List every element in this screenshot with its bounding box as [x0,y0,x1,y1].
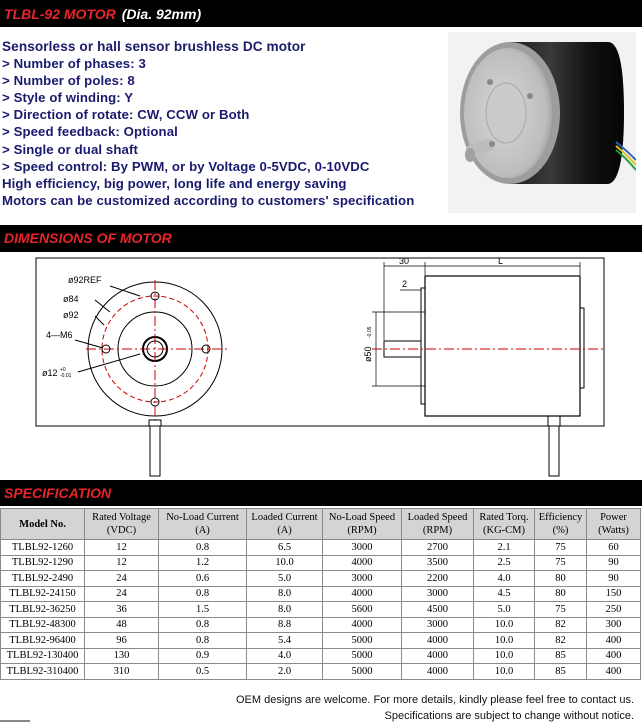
table-cell: 82 [535,633,587,649]
table-cell: 24 [85,586,159,602]
table-cell: 3500 [402,555,474,571]
change-note: Specifications are subject to change without notice. [384,710,634,722]
table-cell: 0.5 [159,664,247,680]
table-cell: 1.2 [159,555,247,571]
table-row [1,571,641,587]
description-line: High efficiency, big power, long life and energy saving [2,175,347,191]
table-cell: 90 [587,555,641,571]
column-header: Rated Torq. (KG-CM) [474,509,535,540]
table-cell: TLBL92-36250 [1,602,85,618]
description-line: > Number of phases: 3 [2,56,146,72]
table-cell: 150 [587,586,641,602]
table-cell: 5600 [323,602,402,618]
column-header: Loaded Speed (RPM) [402,509,474,540]
motor-photo-image [448,32,636,213]
front-label-92ref: ø92REF [68,275,102,285]
table-cell: 5000 [323,664,402,680]
description-line: Motors can be customized according to customers' specification [2,192,415,208]
table-row [1,586,641,602]
table-cell: 400 [587,664,641,680]
table-cell: 300 [587,617,641,633]
table-cell: 4000 [402,648,474,664]
column-header: Rated Voltage (VDC) [85,509,159,540]
page-subtitle: (Dia. 92mm) [121,6,202,22]
table-cell: 5.0 [247,571,323,587]
table-cell: 5.4 [247,633,323,649]
divider [0,720,30,722]
table-cell: TLBL92-48300 [1,617,85,633]
table-cell: 60 [587,540,641,556]
table-cell: 2200 [402,571,474,587]
table-row [1,555,641,571]
table-cell: 0.8 [159,617,247,633]
table-cell: 80 [535,571,587,587]
column-header: Power (Watts) [587,509,641,540]
table-cell: TLBL92-24150 [1,586,85,602]
table-cell: TLBL92-310400 [1,664,85,680]
front-tolerance-upper: +0 [60,367,66,373]
table-row [1,648,641,664]
table-cell: 10.0 [474,664,535,680]
table-cell: 12 [85,555,159,571]
specification-heading: SPECIFICATION [4,485,112,501]
table-cell: 4.5 [474,586,535,602]
specification-table [0,508,641,680]
table-cell: 80 [535,586,587,602]
table-cell: 75 [535,540,587,556]
description-line: Sensorless or hall sensor brushless DC motor [2,39,306,54]
table-cell: 36 [85,602,159,618]
table-cell: 130 [85,648,159,664]
table-cell: 3000 [402,617,474,633]
table-cell: 0.9 [159,648,247,664]
side-view [363,256,604,476]
table-row [1,602,641,618]
table-row [1,540,641,556]
table-cell: 5000 [323,633,402,649]
table-cell: 85 [535,648,587,664]
description-line: > Direction of rotate: CW, CCW or Both [2,107,250,123]
description-line: > Style of winding: Y [2,90,134,106]
side-label-l: L [498,256,504,266]
table-cell: 0.8 [159,633,247,649]
table-cell: 3000 [323,571,402,587]
table-cell: 2700 [402,540,474,556]
table-row [1,664,641,680]
column-header: No-Load Speed (RPM) [323,509,402,540]
table-cell: 400 [587,633,641,649]
table-cell: 250 [587,602,641,618]
table-cell: 2.5 [474,555,535,571]
side-label-30: 30 [399,256,410,266]
table-cell: 4000 [323,555,402,571]
table-row [1,633,641,649]
table-cell: 90 [587,571,641,587]
table-cell: 400 [587,648,641,664]
table-cell: 4000 [323,586,402,602]
column-header: Model No. [1,509,85,540]
table-cell: 3000 [402,586,474,602]
side-label-50: ø50 [363,346,373,362]
table-cell: 75 [535,602,587,618]
dimensions-heading: DIMENSIONS OF MOTOR [4,230,172,246]
front-view [42,275,230,476]
table-cell: 10.0 [247,555,323,571]
specification-heading-bar [0,480,642,506]
column-header: No-Load Current (A) [159,509,247,540]
table-cell: TLBL92-2490 [1,571,85,587]
table-cell: 3000 [323,540,402,556]
table-cell: 5000 [323,648,402,664]
front-label-m6: 4—M6 [46,330,73,340]
table-row [1,617,641,633]
table-cell: TLBL92-130400 [1,648,85,664]
dimensions-heading-bar [0,225,642,252]
description-line: > Single or dual shaft [2,141,138,157]
table-cell: 2.0 [247,664,323,680]
description-line: > Number of poles: 8 [2,73,135,89]
front-label-shaft: ø12 [42,368,58,378]
table-cell: 310 [85,664,159,680]
table-cell: 1.5 [159,602,247,618]
table-cell: 4.0 [474,571,535,587]
column-header: Efficiency (%) [535,509,587,540]
table-cell: TLBL92-96400 [1,633,85,649]
table-cell: 0.8 [159,586,247,602]
table-cell: 24 [85,571,159,587]
table-cell: 8.8 [247,617,323,633]
table-cell: 4000 [402,633,474,649]
table-cell: TLBL92-1260 [1,540,85,556]
table-cell: 4500 [402,602,474,618]
dimensions-drawing [0,252,642,480]
table-header-row [1,509,641,540]
table-cell: 4000 [402,664,474,680]
table-cell: 75 [535,555,587,571]
motor-photo [448,32,636,213]
table-cell: 10.0 [474,617,535,633]
title-bar [0,0,642,27]
table-cell: 0.6 [159,571,247,587]
table-cell: 48 [85,617,159,633]
column-header: Loaded Current (A) [247,509,323,540]
table-cell: 0.8 [159,540,247,556]
side-label-tolerance: -0.05 [367,326,373,338]
table-cell: 96 [85,633,159,649]
table-cell: 6.5 [247,540,323,556]
front-label-84: ø84 [63,294,79,304]
side-label-2: 2 [402,279,408,289]
table-cell: 5.0 [474,602,535,618]
front-tolerance-lower: -0.01 [60,373,72,379]
table-cell: 4.0 [247,648,323,664]
front-label-92: ø92 [63,310,79,320]
table-cell: 10.0 [474,648,535,664]
table-cell: 85 [535,664,587,680]
table-cell: 82 [535,617,587,633]
page-title: TLBL-92 MOTOR (Dia. 92mm) [4,6,202,22]
table-cell: 8.0 [247,586,323,602]
table-cell: 10.0 [474,633,535,649]
table-cell: 12 [85,540,159,556]
description-line: > Speed feedback: Optional [2,124,178,140]
table-cell: 2.1 [474,540,535,556]
table-cell: 8.0 [247,602,323,618]
specification-table-body [1,540,641,680]
description-line: > Speed control: By PWM, or by Voltage 0-5VDC, 0-10VDC [2,158,370,174]
oem-note: OEM designs are welcome. For more details, kindly please feel free to contact us. [235,694,634,706]
table-cell: TLBL92-1290 [1,555,85,571]
table-cell: 4000 [323,617,402,633]
description-block [2,38,442,209]
